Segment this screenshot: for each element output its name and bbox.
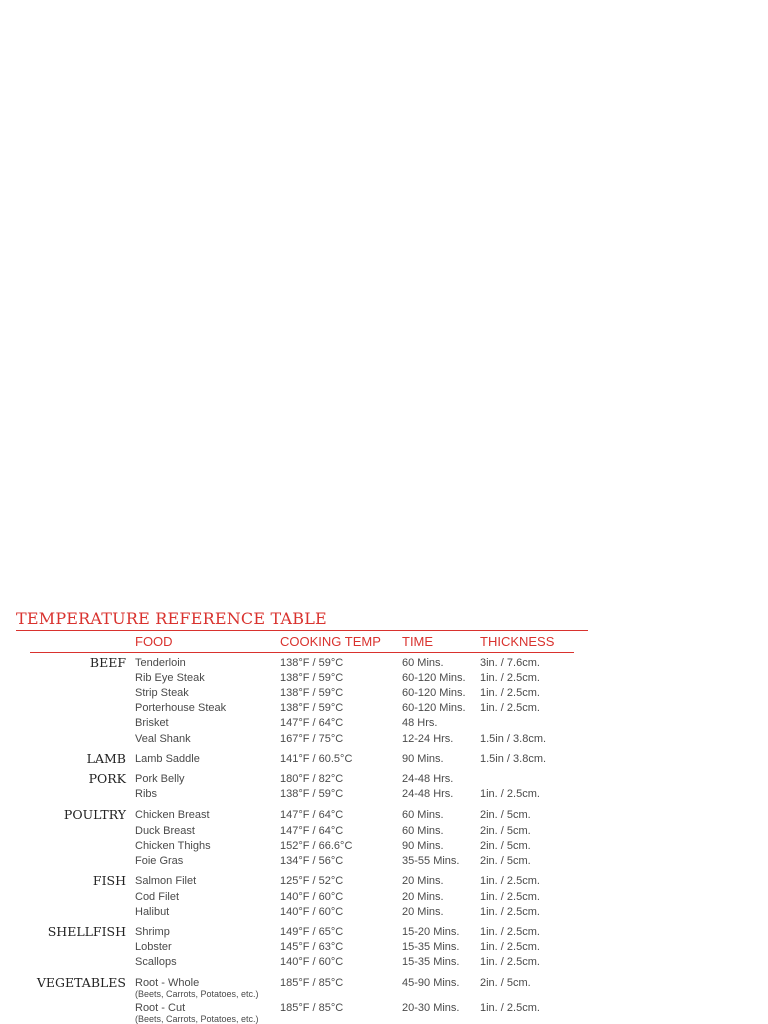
cell-time: 20-30 Mins. (402, 1002, 460, 1014)
cell-temp: 140°F / 60°C (280, 906, 344, 918)
cell-food: Salmon Filet (135, 875, 197, 887)
cell-food: Veal Shank (135, 733, 191, 745)
cell-thickness: 1in. / 2.5cm. (480, 941, 540, 953)
cell-temp: 134°F / 56°C (280, 855, 344, 867)
category-label: BEEF (89, 655, 126, 670)
cell-temp: 180°F / 82°C (280, 773, 344, 785)
cell-temp: 138°F / 59°C (280, 687, 344, 699)
cell-food: Scallops (135, 956, 177, 968)
cell-temp: 125°F / 52°C (280, 875, 344, 887)
cell-thickness: 1in. / 2.5cm. (480, 906, 540, 918)
cell-temp: 138°F / 59°C (280, 788, 344, 800)
cell-temp: 185°F / 85°C (280, 977, 344, 989)
category-label: SHELLFISH (47, 924, 126, 939)
cell-time: 60 Mins. (402, 657, 444, 669)
cell-temp: 167°F / 75°C (280, 733, 344, 745)
cell-food: Duck Breast (135, 825, 195, 837)
cell-food: Rib Eye Steak (135, 672, 205, 684)
cell-time: 15-35 Mins. (402, 941, 460, 953)
cell-time: 24-48 Hrs. (402, 788, 454, 800)
cell-thickness: 1in. / 2.5cm. (480, 926, 540, 938)
category-label: FISH (92, 873, 126, 888)
cell-time: 60-120 Mins. (402, 687, 466, 699)
title-rule (16, 630, 588, 631)
cell-temp: 147°F / 64°C (280, 717, 344, 729)
cell-temp: 149°F / 65°C (280, 926, 344, 938)
cell-time: 24-48 Hrs. (402, 773, 454, 785)
cell-food: Tenderloin (135, 657, 186, 669)
cell-food: Strip Steak (135, 687, 189, 699)
cell-thickness: 1in. / 2.5cm. (480, 788, 540, 800)
cell-time: 20 Mins. (402, 891, 444, 903)
category-label: LAMB (86, 751, 126, 766)
cell-time: 20 Mins. (402, 875, 444, 887)
cell-time: 20 Mins. (402, 906, 444, 918)
cell-thickness: 1in. / 2.5cm. (480, 672, 540, 684)
cell-time: 90 Mins. (402, 840, 444, 852)
cell-thickness: 1in. / 2.5cm. (480, 956, 540, 968)
cell-thickness: 3in. / 7.6cm. (480, 657, 540, 669)
cell-temp: 140°F / 60°C (280, 891, 344, 903)
cell-food: Porterhouse Steak (135, 702, 227, 714)
cell-time: 60 Mins. (402, 809, 444, 821)
cell-food: Halibut (135, 906, 170, 918)
cell-food: Lobster (135, 941, 172, 953)
category-label: PORK (88, 771, 126, 786)
cell-food: Shrimp (135, 926, 170, 938)
cell-temp: 140°F / 60°C (280, 956, 344, 968)
table-title: TEMPERATURE REFERENCE TABLE (16, 609, 327, 628)
cell-food: Cod Filet (135, 891, 180, 903)
cell-thickness: 1in. / 2.5cm. (480, 891, 540, 903)
cell-food: Root - Cut (135, 1002, 186, 1014)
cell-time: 60-120 Mins. (402, 672, 466, 684)
cell-temp: 141°F / 60.5°C (280, 753, 353, 765)
cell-food: Chicken Thighs (135, 840, 211, 852)
cell-food: Pork Belly (135, 773, 185, 785)
cell-temp: 145°F / 63°C (280, 941, 344, 953)
cell-temp: 138°F / 59°C (280, 657, 344, 669)
cell-time: 48 Hrs. (402, 717, 438, 729)
cell-thickness: 1.5in / 3.8cm. (480, 733, 547, 745)
cell-time: 90 Mins. (402, 753, 444, 765)
cell-temp: 138°F / 59°C (280, 702, 344, 714)
header-food: FOOD (135, 634, 173, 649)
cell-thickness: 2in. / 5cm. (480, 840, 531, 852)
cell-temp: 138°F / 59°C (280, 672, 344, 684)
cell-time: 15-35 Mins. (402, 956, 460, 968)
header-cooking-temp: COOKING TEMP (280, 634, 381, 649)
category-label: POULTRY (63, 807, 126, 822)
header-time: TIME (402, 634, 434, 649)
cell-time: 12-24 Hrs. (402, 733, 454, 745)
cell-food: Root - Whole (135, 977, 200, 989)
cell-time: 15-20 Mins. (402, 926, 460, 938)
cell-thickness: 2in. / 5cm. (480, 809, 531, 821)
cell-thickness: 2in. / 5cm. (480, 977, 531, 989)
cell-thickness: 2in. / 5cm. (480, 825, 531, 837)
category-label: VEGETABLES (36, 975, 126, 990)
cell-temp: 152°F / 66.6°C (280, 840, 353, 852)
header-thickness: THICKNESS (480, 634, 555, 649)
header-rule (30, 652, 574, 653)
cell-time: 60 Mins. (402, 825, 444, 837)
cell-thickness: 1in. / 2.5cm. (480, 687, 540, 699)
cell-food: Foie Gras (135, 855, 184, 867)
cell-time: 45-90 Mins. (402, 977, 460, 989)
cell-thickness: 1in. / 2.5cm. (480, 702, 540, 714)
cell-note: (Beets, Carrots, Potatoes, etc.) (135, 989, 259, 999)
cell-thickness: 1in. / 2.5cm. (480, 1002, 540, 1014)
cell-food: Ribs (135, 788, 158, 800)
cell-food: Brisket (135, 717, 169, 729)
cell-note: (Beets, Carrots, Potatoes, etc.) (135, 1014, 259, 1024)
cell-temp: 147°F / 64°C (280, 825, 344, 837)
cell-temp: 147°F / 64°C (280, 809, 344, 821)
cell-food: Lamb Saddle (135, 753, 200, 765)
cell-food: Chicken Breast (135, 809, 210, 821)
cell-time: 35-55 Mins. (402, 855, 460, 867)
cell-thickness: 2in. / 5cm. (480, 855, 531, 867)
cell-time: 60-120 Mins. (402, 702, 466, 714)
cell-thickness: 1.5in / 3.8cm. (480, 753, 547, 765)
cell-thickness: 1in. / 2.5cm. (480, 875, 540, 887)
cell-temp: 185°F / 85°C (280, 1002, 344, 1014)
